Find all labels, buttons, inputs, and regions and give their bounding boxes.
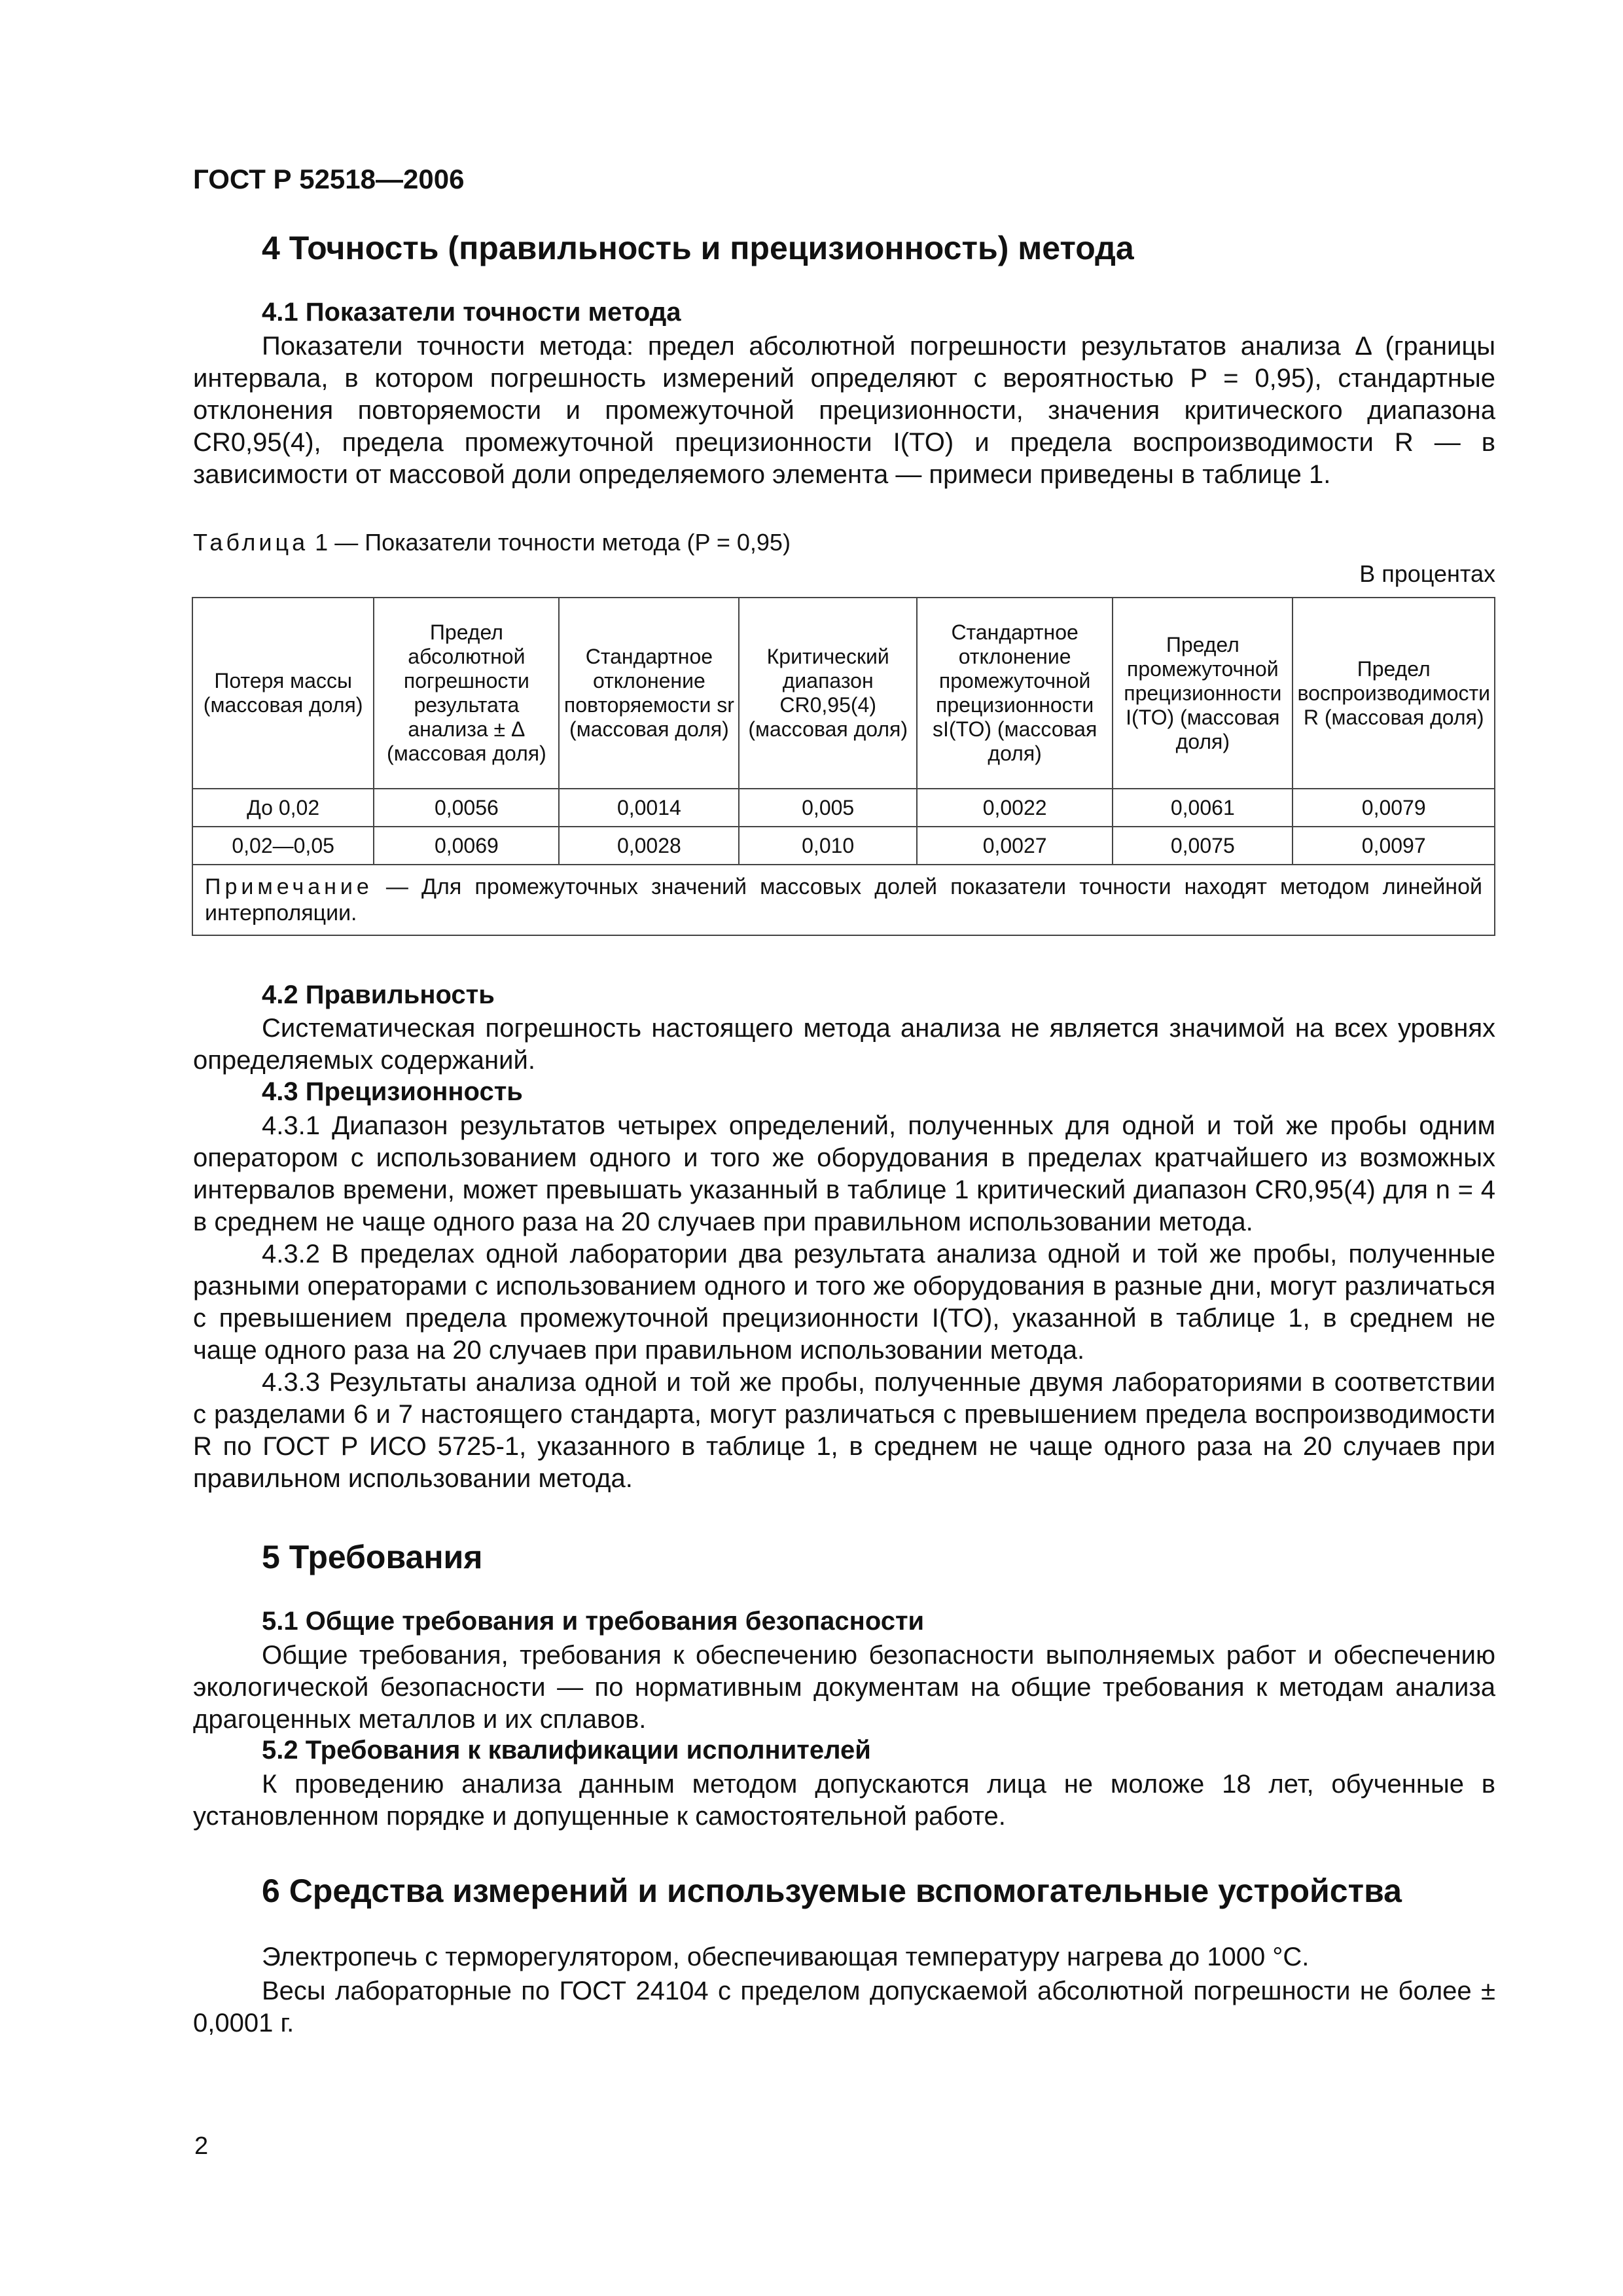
section-4-1-heading: 4.1 Показатели точности метода	[262, 298, 681, 327]
table-note-word: Примечание	[205, 874, 373, 899]
section-4-3-heading: 4.3 Прецизионность	[262, 1077, 523, 1106]
section-6-paragraph-2: Весы лабораторные по ГОСТ 24104 с пределом допускаемой абсолютной погрешности не более ± 0,0001 г.	[193, 1977, 1495, 2037]
table-1-units: В процентах	[1359, 560, 1495, 587]
table-1-caption	[193, 529, 791, 556]
column-header: Стандартное отклонение повторяемости sr (массовая доля)	[559, 598, 739, 789]
section-4-1-body	[193, 331, 1495, 491]
table-row	[192, 827, 1495, 865]
section-4-1-paragraph: Показатели точности метода: предел абсолютной погрешности результатов анализа Δ (границы интервала, в котором погрешность измерений определяют с вероятностью P = 0,95), стандартные отклонения повторяемости и промежуточной прецизионности, значения критического диапазона CR0,95(4), предела промежуточной прецизионности I(TO) и предела воспроизводимости R — в зависимости от массовой доли определяемого элемента — примеси приведены в таблице 1.	[193, 332, 1495, 489]
table-1-caption-title: 1 — Показатели точности метода (P = 0,95)	[315, 529, 791, 556]
column-header: Стандартное отклонение промежуточной прецизионности sI(TO) (массовая доля)	[917, 598, 1113, 789]
table-cell: 0,0022	[917, 789, 1113, 827]
section-4-2-heading: 4.2 Правильность	[262, 980, 495, 1009]
section-5-1-heading: 5.1 Общие требования и требования безопасности	[262, 1607, 925, 1636]
column-header: Потеря массы (массовая доля)	[192, 598, 374, 789]
column-header: Предел воспроизводимости R (массовая доля)	[1293, 598, 1495, 789]
table-cell: 0,0097	[1293, 827, 1495, 865]
section-4-3-2-paragraph: 4.3.2 В пределах одной лаборатории два результата анализа одной и той же пробы, полученные разными операторами с использованием одного и того же оборудования в разные дни, могут различаться с превышением предела промежуточной прецизионности I(TO), указанной в таблице 1, в среднем не чаще одного раза на 20 случаев при правильном использовании метода.	[193, 1240, 1495, 1365]
table-note-text: — Для промежуточных значений массовых долей показатели точности находят методом линейной интерполяции.	[205, 874, 1482, 925]
table-cell: 0,010	[739, 827, 917, 865]
section-4-3-1-paragraph: 4.3.1 Диапазон результатов четырех определений, полученных для одной и той же пробы одним оператором с использованием одного и того же оборудования в пределах кратчайшего из возможных интервалов времени, может превышать указанный в таблице 1 критический диапазон CR0,95(4) для n = 4 в среднем не чаще одного раза на 20 случаев при правильном использовании метода.	[193, 1111, 1495, 1236]
section-4-3-3-paragraph: 4.3.3 Результаты анализа одной и той же пробы, полученные двумя лабораториями в соответствии с разделами 6 и 7 настоящего стандарта, могут различаться с превышением предела воспроизводимости R по ГОСТ Р ИСО 5725-1, указанного в таблице 1, в среднем не чаще одного раза на 20 случаев при правильном использовании метода.	[193, 1368, 1495, 1493]
section-5-2-body	[193, 1768, 1495, 1833]
table-cell: 0,0014	[559, 789, 739, 827]
table-row	[192, 789, 1495, 827]
accuracy-table	[192, 597, 1495, 936]
section-4-heading: 4 Точность (правильность и прецизионность) метода	[262, 230, 1134, 266]
section-5-1-body	[193, 1640, 1495, 1736]
section-6-paragraph-1: Электропечь с терморегулятором, обеспечивающая температуру нагрева до 1000 °С.	[262, 1943, 1310, 1971]
section-5-heading: 5 Требования	[262, 1539, 483, 1575]
table-1-caption-word: Таблица	[193, 529, 309, 556]
table-cell: 0,02—0,05	[192, 827, 374, 865]
section-5-2-heading: 5.2 Требования к квалификации исполнителей	[262, 1736, 871, 1765]
section-6-body	[193, 1941, 1495, 2039]
table-cell: 0,0079	[1293, 789, 1495, 827]
page-number: 2	[194, 2132, 209, 2160]
table-cell: 0,005	[739, 789, 917, 827]
table-cell: 0,0069	[374, 827, 559, 865]
table-note	[192, 865, 1495, 935]
column-header: Критический диапазон CR0,95(4) (массовая доля)	[739, 598, 917, 789]
table-cell: До 0,02	[192, 789, 374, 827]
document-header: ГОСТ Р 52518—2006	[193, 164, 465, 194]
table-note-row	[192, 865, 1495, 935]
section-5-1-paragraph: Общие требования, требования к обеспечению безопасности выполняемых работ и обеспечению экологической безопасности — по нормативным документам на общие требования к методам анализа драгоценных металлов и их сплавов.	[193, 1641, 1495, 1734]
table-cell: 0,0075	[1113, 827, 1293, 865]
section-6-heading: 6 Средства измерений и используемые вспомогательные устройства	[262, 1873, 1402, 1909]
section-4-3-body	[193, 1110, 1495, 1495]
column-header: Предел абсолютной погрешности результата анализа ± Δ (массовая доля)	[374, 598, 559, 789]
table-cell: 0,0061	[1113, 789, 1293, 827]
section-4-2-body	[193, 1013, 1495, 1077]
table-header-row	[192, 598, 1495, 789]
column-header: Предел промежуточной прецизионности I(TO) (массовая доля)	[1113, 598, 1293, 789]
table-cell: 0,0056	[374, 789, 559, 827]
table-cell: 0,0028	[559, 827, 739, 865]
table-cell: 0,0027	[917, 827, 1113, 865]
section-5-2-paragraph: К проведению анализа данным методом допускаются лица не моложе 18 лет, обученные в установленном порядке и допущенные к самостоятельной работе.	[193, 1770, 1495, 1831]
section-4-2-paragraph: Систематическая погрешность настоящего метода анализа не является значимой на всех уровнях определяемых содержаний.	[193, 1014, 1495, 1075]
